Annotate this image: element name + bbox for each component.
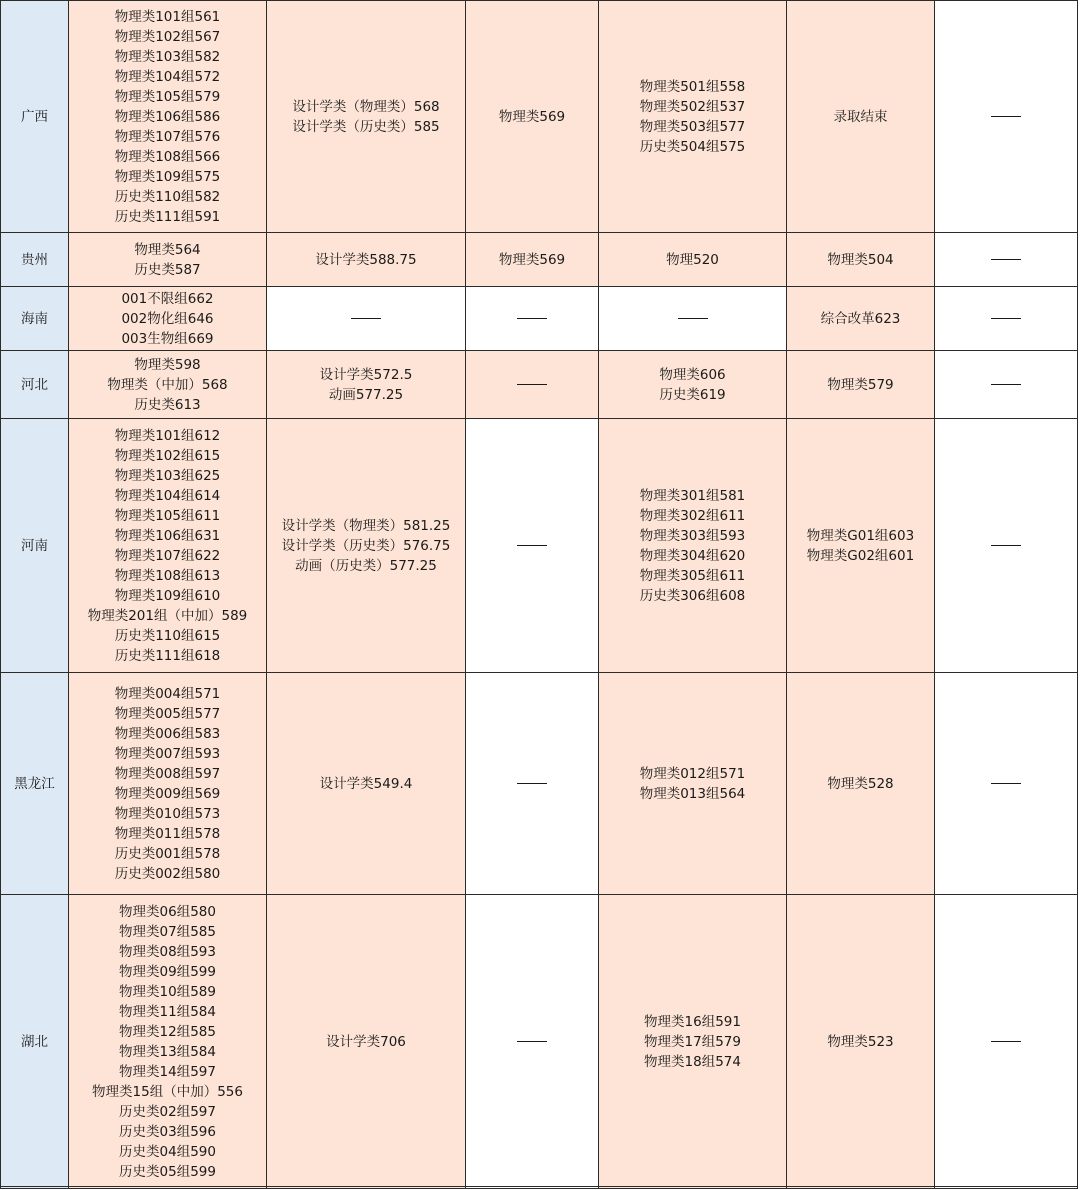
score-line: 物理类108组613 <box>114 567 221 584</box>
score-line: 录取结束 <box>833 108 888 125</box>
group-scores-cell <box>69 895 267 1189</box>
score-line: 历史类110组582 <box>114 188 221 205</box>
col3-scores-cell <box>466 419 599 673</box>
score-line: 设计学类549.4 <box>319 775 413 792</box>
design-scores-cell <box>267 419 466 673</box>
score-line: 物理类103组625 <box>114 467 221 484</box>
score-line: 历史类111组591 <box>114 208 221 225</box>
col5-scores-cell <box>787 419 935 673</box>
province-cell <box>1 287 69 351</box>
empty-dash <box>991 1041 1021 1042</box>
col5-scores-cell <box>787 233 935 287</box>
score-line: 综合改革623 <box>820 310 901 327</box>
province-name: 黑龙江 <box>14 775 55 792</box>
design-scores-cell <box>267 673 466 895</box>
province-name: 贵州 <box>21 251 48 268</box>
score-line: 物理类606 <box>659 366 726 383</box>
col5-scores-cell <box>787 287 935 351</box>
empty-dash <box>991 259 1021 260</box>
score-line: 物理类006组583 <box>114 725 221 742</box>
score-line: 物理类004组571 <box>114 685 221 702</box>
group-scores-cell <box>69 351 267 419</box>
col3-scores-cell <box>466 895 599 1189</box>
empty-dash <box>517 1041 547 1042</box>
empty-dash <box>517 545 547 546</box>
col3-scores-cell <box>466 287 599 351</box>
design-scores-cell <box>267 287 466 351</box>
col5-scores-cell <box>787 895 935 1189</box>
score-line: 物理类579 <box>827 376 894 393</box>
group-scores-cell <box>69 287 267 351</box>
col6-scores-cell <box>935 673 1078 895</box>
score-line: 物理类102组567 <box>114 28 221 45</box>
province-name: 广西 <box>21 108 48 125</box>
score-line: 物理类17组579 <box>644 1033 741 1050</box>
design-scores-cell <box>267 351 466 419</box>
col4-scores-cell <box>599 1 787 233</box>
table-row <box>1 419 1078 673</box>
score-line: 物理类101组612 <box>114 427 221 444</box>
province-cell <box>1 233 69 287</box>
empty-dash <box>351 318 381 319</box>
score-line: 物理类16组591 <box>644 1013 741 1030</box>
score-line: 物理类598 <box>134 356 201 373</box>
score-line: 物理类528 <box>827 775 894 792</box>
group-scores-cell <box>69 1 267 233</box>
design-scores-cell <box>267 233 466 287</box>
score-line: 历史类03组596 <box>119 1123 216 1140</box>
score-line: 物理类15组（中加）556 <box>92 1083 243 1100</box>
score-line: 002物化组646 <box>121 310 214 327</box>
score-line: 物理520 <box>666 251 719 268</box>
score-line: 历史类04组590 <box>119 1143 216 1160</box>
score-line: 物理类007组593 <box>114 745 221 762</box>
empty-dash <box>991 545 1021 546</box>
group-scores-cell <box>69 233 267 287</box>
score-line: 物理类010组573 <box>114 805 221 822</box>
score-line: 物理类103组582 <box>114 48 221 65</box>
score-line: 设计学类706 <box>326 1033 406 1050</box>
province-name: 河南 <box>21 537 48 554</box>
col5-scores-cell <box>787 1 935 233</box>
score-line: 物理类501组558 <box>639 78 746 95</box>
score-line: 历史类002组580 <box>114 865 221 882</box>
score-line: 物理类569 <box>498 251 566 268</box>
empty-dash <box>678 318 708 319</box>
empty-dash <box>517 318 547 319</box>
score-line: 物理类304组620 <box>639 547 746 564</box>
score-line: 物理类008组597 <box>114 765 221 782</box>
province-cell <box>1 419 69 673</box>
score-line: 历史类111组618 <box>114 647 221 664</box>
score-line: 动画（历史类）577.25 <box>295 557 437 574</box>
score-line: 物理类302组611 <box>639 507 746 524</box>
score-line: 物理类10组589 <box>119 983 216 1000</box>
score-line: 物理类12组585 <box>119 1023 216 1040</box>
score-line: 物理类303组593 <box>639 527 746 544</box>
group-scores-cell <box>69 673 267 895</box>
score-line: 物理类011组578 <box>114 825 221 842</box>
score-line: 设计学类588.75 <box>315 251 417 268</box>
score-line: 历史类02组597 <box>119 1103 216 1120</box>
score-line: 物理类108组566 <box>114 148 221 165</box>
province-cell <box>1 673 69 895</box>
col5-scores-cell <box>787 351 935 419</box>
score-line: 历史类613 <box>134 396 201 413</box>
score-line: 物理类07组585 <box>119 923 216 940</box>
score-line: 物理类013组564 <box>639 785 746 802</box>
empty-dash <box>991 318 1021 319</box>
col4-scores-cell <box>599 895 787 1189</box>
empty-dash <box>991 384 1021 385</box>
score-line: 物理类109组610 <box>114 587 221 604</box>
score-line: 设计学类572.5 <box>319 366 413 383</box>
score-line: 物理类523 <box>827 1033 894 1050</box>
col4-scores-cell <box>599 287 787 351</box>
table-row <box>1 351 1078 419</box>
province-cell <box>1 895 69 1189</box>
table-row <box>1 287 1078 351</box>
col5-scores-cell <box>787 673 935 895</box>
score-line: 物理类11组584 <box>119 1003 216 1020</box>
col6-scores-cell <box>935 287 1078 351</box>
score-line: 物理类009组569 <box>114 785 221 802</box>
province-name: 河北 <box>21 376 48 393</box>
table-row <box>1 1 1078 233</box>
score-line: 物理类14组597 <box>119 1063 216 1080</box>
score-line: 历史类504组575 <box>639 138 746 155</box>
score-line: 物理类107组622 <box>114 547 221 564</box>
score-line: 动画577.25 <box>328 386 404 403</box>
score-line: 物理类301组581 <box>639 487 746 504</box>
score-line: 003生物组669 <box>121 330 214 347</box>
col6-scores-cell <box>935 419 1078 673</box>
score-line: 物理类106组586 <box>114 108 221 125</box>
score-line: 物理类201组（中加）589 <box>87 607 248 624</box>
score-line: 设计学类（历史类）576.75 <box>281 537 451 554</box>
score-line: 物理类305组611 <box>639 567 746 584</box>
score-line: 设计学类（历史类）585 <box>292 118 440 135</box>
score-line: 物理类18组574 <box>644 1053 741 1070</box>
score-line: 设计学类（物理类）568 <box>292 98 440 115</box>
score-line: 物理类569 <box>498 108 566 125</box>
score-line: 物理类104组614 <box>114 487 221 504</box>
score-line: 物理类502组537 <box>639 98 746 115</box>
score-line: 历史类001组578 <box>114 845 221 862</box>
score-line: 物理类101组561 <box>114 8 221 25</box>
col3-scores-cell <box>466 673 599 895</box>
col6-scores-cell <box>935 1 1078 233</box>
score-line: 物理类104组572 <box>114 68 221 85</box>
score-line: 物理类564 <box>134 241 201 258</box>
province-name: 湖北 <box>21 1033 48 1050</box>
score-line: 物理类08组593 <box>119 943 216 960</box>
empty-dash <box>991 783 1021 784</box>
bottom-border <box>0 1186 1078 1187</box>
score-line: 物理类504 <box>827 251 894 268</box>
empty-dash <box>517 384 547 385</box>
score-line: 物理类（中加）568 <box>107 376 228 393</box>
score-line: 历史类306组608 <box>639 587 746 604</box>
col3-scores-cell <box>466 351 599 419</box>
design-scores-cell <box>267 1 466 233</box>
score-line: 历史类05组599 <box>119 1163 216 1180</box>
col4-scores-cell <box>599 419 787 673</box>
score-line: 物理类G02组601 <box>806 547 915 564</box>
col6-scores-cell <box>935 233 1078 287</box>
table-row <box>1 233 1078 287</box>
empty-dash <box>517 783 547 784</box>
score-line: 001不限组662 <box>121 290 214 307</box>
score-line: 物理类106组631 <box>114 527 221 544</box>
col4-scores-cell <box>599 351 787 419</box>
col4-scores-cell <box>599 673 787 895</box>
score-line: 物理类13组584 <box>119 1043 216 1060</box>
score-line: 历史类619 <box>659 386 726 403</box>
province-name: 海南 <box>21 310 48 327</box>
group-scores-cell <box>69 419 267 673</box>
empty-dash <box>991 116 1021 117</box>
province-cell <box>1 351 69 419</box>
score-line: 物理类102组615 <box>114 447 221 464</box>
table-body <box>1 1 1078 1189</box>
table-row <box>1 673 1078 895</box>
score-line: 物理类005组577 <box>114 705 221 722</box>
score-line: 物理类503组577 <box>639 118 746 135</box>
col6-scores-cell <box>935 895 1078 1189</box>
province-cell <box>1 1 69 233</box>
col4-scores-cell <box>599 233 787 287</box>
score-line: 物理类G01组603 <box>806 527 915 544</box>
score-line: 物理类012组571 <box>639 765 746 782</box>
score-line: 历史类587 <box>134 261 201 278</box>
score-line: 物理类109组575 <box>114 168 221 185</box>
score-line: 物理类09组599 <box>119 963 216 980</box>
score-line: 物理类105组579 <box>114 88 221 105</box>
score-line: 历史类110组615 <box>114 627 221 644</box>
score-line: 设计学类（物理类）581.25 <box>281 517 451 534</box>
score-line: 物理类107组576 <box>114 128 221 145</box>
col6-scores-cell <box>935 351 1078 419</box>
design-scores-cell <box>267 895 466 1189</box>
col3-scores-cell <box>466 233 599 287</box>
score-line: 物理类06组580 <box>119 903 216 920</box>
col3-scores-cell <box>466 1 599 233</box>
table-row <box>1 895 1078 1189</box>
score-line: 物理类105组611 <box>114 507 221 524</box>
